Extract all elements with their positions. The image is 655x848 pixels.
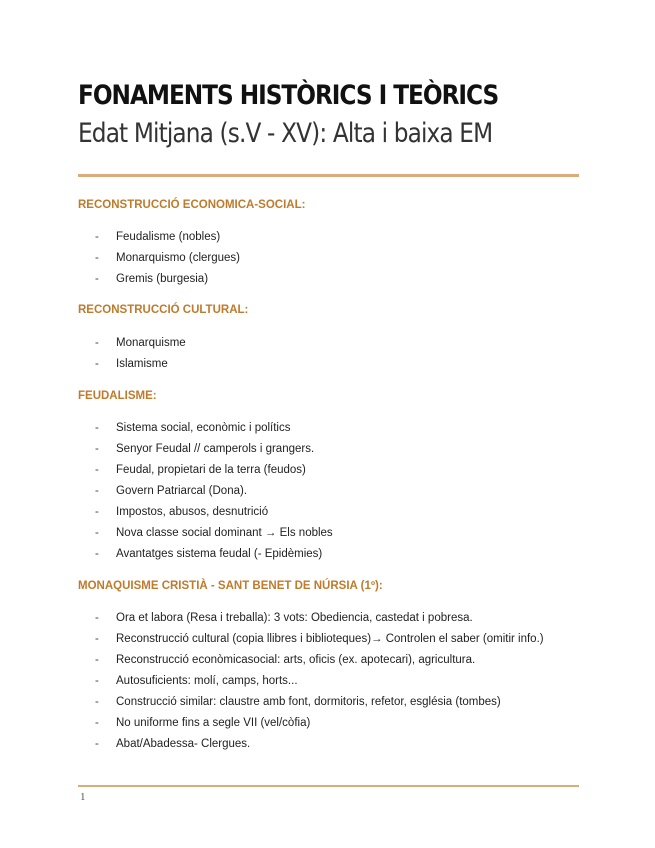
- section-heading-monaquisme: MONAQUISME CRISTIÀ - SANT BENET DE NÚRSIA (1º):: [78, 580, 383, 592]
- section-heading-economic-social: RECONSTRUCCIÓ ECONOMICA-SOCIAL:: [78, 199, 306, 211]
- section-heading-cultural: RECONSTRUCCIÓ CULTURAL:: [78, 304, 249, 316]
- footer-divider: [78, 785, 579, 787]
- document-subtitle: Edat Mitjana (s.V - XV): Alta i baixa EM: [78, 118, 493, 149]
- section-heading-feudalisme: FEUDALISME:: [78, 390, 157, 402]
- page-number: 1: [80, 791, 86, 803]
- document-title: FONAMENTS HISTÒRICS I TEÒRICS: [78, 80, 499, 111]
- header-divider: [78, 174, 579, 177]
